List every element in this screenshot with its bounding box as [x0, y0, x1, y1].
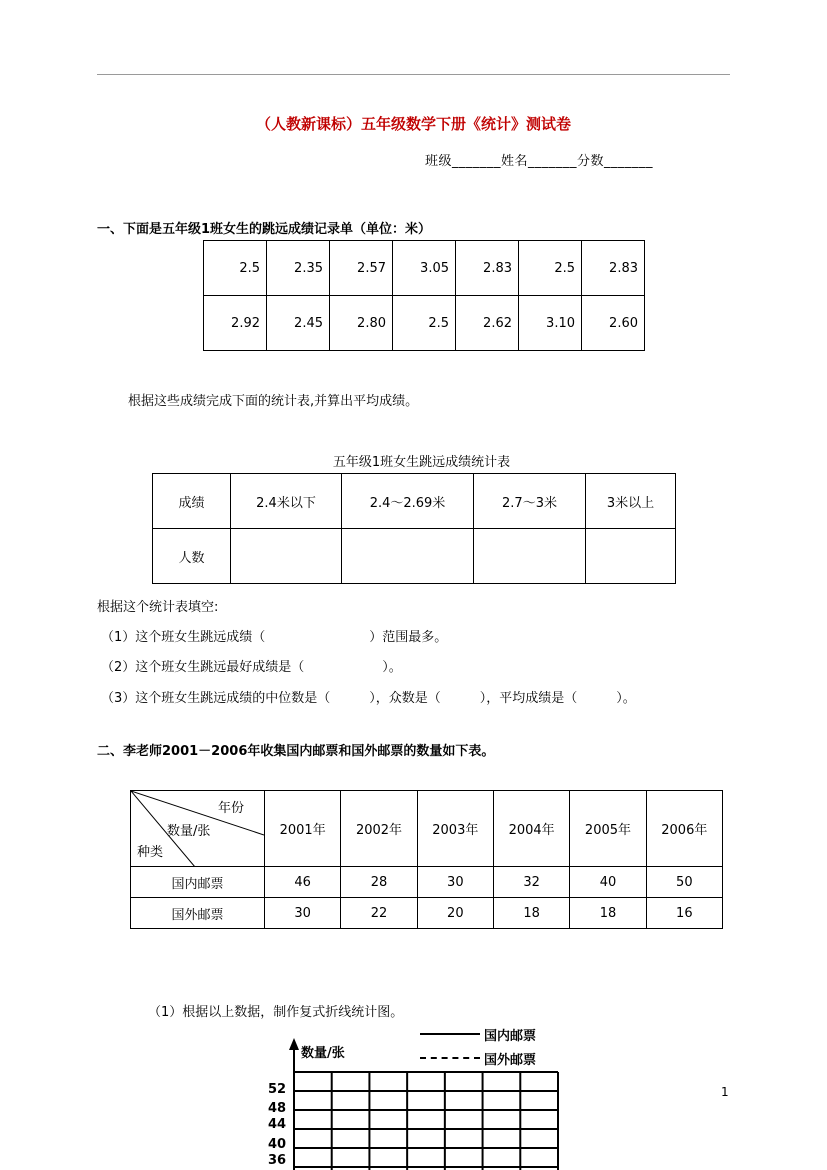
legend-domestic-label: 国内邮票 — [484, 1029, 537, 1044]
stat-header: 成绩 — [153, 474, 231, 529]
row-label: 国外邮票 — [131, 898, 265, 929]
year-header: 2002年 — [341, 791, 417, 867]
section2-heading: 二、李老师2001－2006年收集国内邮票和国外邮票的数量如下表。 — [97, 744, 495, 759]
year-header: 2001年 — [265, 791, 341, 867]
table-cell: 18 — [570, 898, 646, 929]
y-tick-label: 44 — [268, 1117, 287, 1132]
section1-heading: 一、下面是五年级1班女生的跳远成绩记录单（单位：米） — [97, 222, 432, 237]
fill-intro: 根据这个统计表填空: — [97, 600, 219, 615]
table-cell: 2.80 — [330, 296, 393, 351]
table-row — [131, 791, 723, 867]
table-cell: 2.92 — [204, 296, 267, 351]
stat-header: 3米以上 — [586, 474, 676, 529]
stat-table-title: 五年级1班女生跳远成绩统计表 — [332, 455, 511, 470]
question-1: （1）这个班女生跳远成绩（ ）范围最多。 — [101, 630, 448, 645]
table-row — [153, 529, 676, 584]
answer-cell[interactable] — [231, 529, 342, 584]
stat-header: 2.4米以下 — [231, 474, 342, 529]
table-cell: 2.45 — [267, 296, 330, 351]
line-chart-grid — [262, 1030, 572, 1170]
answer-cell[interactable] — [586, 529, 676, 584]
table-cell: 2.5 — [204, 241, 267, 296]
table-row — [204, 296, 645, 351]
corner-cell — [131, 791, 265, 867]
table-cell: 3.10 — [519, 296, 582, 351]
table-row — [153, 474, 676, 529]
table-cell: 32 — [493, 867, 569, 898]
table-cell: 2.83 — [456, 241, 519, 296]
table-cell: 2.5 — [519, 241, 582, 296]
student-info-line: 班级_______姓名_______分数_______ — [425, 154, 654, 169]
legend-foreign-label: 国外邮票 — [484, 1053, 537, 1068]
table-cell: 22 — [341, 898, 417, 929]
corner-qty-label: 数量/张 — [167, 824, 211, 839]
corner-type-label: 种类 — [137, 845, 164, 860]
corner-year-label: 年份 — [218, 801, 245, 816]
table-cell: 40 — [570, 867, 646, 898]
table-cell: 3.05 — [393, 241, 456, 296]
table-cell: 16 — [646, 898, 722, 929]
header-rule — [97, 74, 730, 75]
question-3: （3）这个班女生跳远成绩的中位数是（ ），众数是（ ），平均成绩是（ ）。 — [101, 691, 636, 706]
table-cell: 2.83 — [582, 241, 645, 296]
year-header: 2004年 — [493, 791, 569, 867]
y-tick-label: 40 — [268, 1137, 287, 1152]
stamp-table — [130, 790, 723, 929]
table-cell: 18 — [493, 898, 569, 929]
table-cell: 30 — [417, 867, 493, 898]
table-cell: 2.62 — [456, 296, 519, 351]
table-cell: 2.5 — [393, 296, 456, 351]
y-tick-label: 36 — [268, 1153, 287, 1168]
table-cell: 28 — [341, 867, 417, 898]
answer-cell[interactable] — [474, 529, 586, 584]
row-label: 国内邮票 — [131, 867, 265, 898]
page-number: 1 — [721, 1085, 729, 1099]
answer-cell[interactable] — [342, 529, 474, 584]
table-cell: 46 — [265, 867, 341, 898]
table-cell: 30 — [265, 898, 341, 929]
table-row — [131, 867, 723, 898]
question-2: （2）这个班女生跳远最好成绩是（ ）。 — [101, 660, 402, 675]
chart-y-label: 数量/张 — [301, 1046, 345, 1061]
jump-record-table — [203, 240, 645, 351]
y-tick-label: 52 — [268, 1082, 287, 1097]
jump-stat-table — [152, 473, 676, 584]
page-title: （人教新课标）五年级数学下册《统计》测试卷 — [255, 115, 571, 133]
section1-instruction: 根据这些成绩完成下面的统计表,并算出平均成绩。 — [128, 394, 419, 409]
table-row — [204, 241, 645, 296]
stat-header: 2.4～2.69米 — [342, 474, 474, 529]
year-header: 2003年 — [417, 791, 493, 867]
table-cell: 2.57 — [330, 241, 393, 296]
table-cell: 2.60 — [582, 296, 645, 351]
stat-row-label: 人数 — [153, 529, 231, 584]
table-cell: 2.35 — [267, 241, 330, 296]
table-cell: 20 — [417, 898, 493, 929]
table-row — [131, 898, 723, 929]
section2-question-1: （1）根据以上数据，制作复式折线统计图。 — [148, 1005, 404, 1020]
table-cell: 50 — [646, 867, 722, 898]
y-tick-label: 48 — [268, 1101, 287, 1116]
year-header: 2006年 — [646, 791, 722, 867]
year-header: 2005年 — [570, 791, 646, 867]
stat-header: 2.7～3米 — [474, 474, 586, 529]
